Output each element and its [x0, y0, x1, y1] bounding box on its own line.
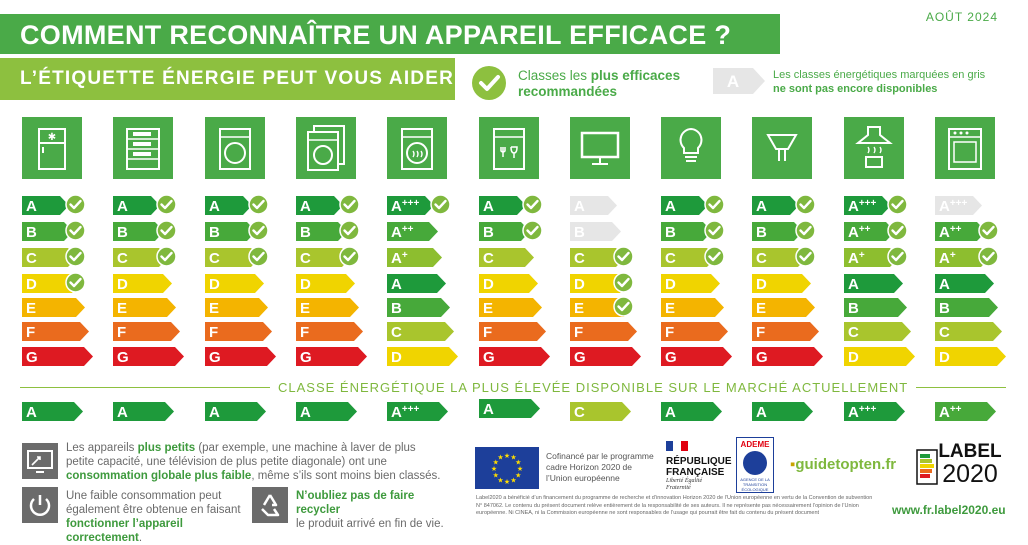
energy-class-arrow [661, 298, 724, 317]
svg-text:C: C [26, 250, 37, 267]
svg-text:D: D [209, 276, 220, 293]
market-best-arrow [661, 402, 722, 421]
svg-text:C: C [209, 250, 220, 267]
svg-text:C: C [665, 250, 676, 267]
svg-text:A+: A+ [391, 250, 408, 267]
energy-class-arrow [752, 274, 811, 293]
energy-class-arrow [479, 322, 546, 341]
svg-text:A++: A++ [848, 224, 871, 241]
wine-cabinet-icon [113, 117, 173, 179]
svg-text:B: B [117, 224, 128, 241]
svg-text:F: F [117, 324, 127, 341]
svg-text:A: A [939, 276, 950, 293]
svg-text:A: A [756, 404, 767, 421]
check-icon [156, 246, 177, 272]
energy-class-arrow [935, 322, 1002, 341]
energy-class-arrow [113, 274, 172, 293]
svg-text:A: A [117, 198, 128, 215]
page-subtitle: L’ÉTIQUETTE ÉNERGIE PEUT VOUS AIDER [20, 68, 455, 89]
energy-class-arrow [661, 274, 720, 293]
svg-text:B: B [665, 224, 676, 241]
svg-text:★: ★ [490, 466, 498, 473]
svg-text:★: ★ [492, 472, 499, 480]
energy-class-arrow [387, 248, 442, 267]
svg-text:E: E [574, 300, 585, 317]
svg-text:E: E [756, 300, 767, 317]
light-bulb-icon [661, 117, 721, 179]
power-icon [22, 487, 58, 523]
tip-recycle: N’oubliez pas de faire recycler le produit arrivé en fin de vie. [296, 490, 444, 530]
energy-class-arrow [752, 322, 819, 341]
guidetopten-logo: ▪guidetopten.fr [790, 456, 897, 473]
oven-icon [935, 117, 995, 179]
fridge-icon [22, 117, 82, 179]
market-best-arrow [479, 399, 540, 418]
check-icon [704, 220, 725, 246]
energy-class-arrow [113, 196, 160, 215]
check-icon [472, 66, 506, 100]
check-icon [65, 194, 86, 220]
svg-text:B: B [300, 224, 311, 241]
energy-class-arrow [570, 347, 641, 366]
energy-class-arrow [296, 322, 363, 341]
check-icon [613, 246, 634, 272]
check-icon [522, 194, 543, 220]
subtitle-band [0, 58, 455, 100]
svg-text:F: F [574, 324, 584, 341]
svg-text:A: A [209, 404, 220, 421]
svg-text:A+++: A+++ [848, 404, 877, 421]
svg-text:D: D [117, 276, 128, 293]
energy-class-arrow [113, 322, 180, 341]
check-icon [430, 194, 451, 220]
check-icon [156, 220, 177, 246]
svg-text:★: ★ [515, 472, 522, 480]
energy-class-arrow [661, 322, 728, 341]
check-icon [248, 220, 269, 246]
svg-text:★: ★ [510, 454, 517, 462]
dishwasher-icon [479, 117, 539, 179]
market-best-arrow [935, 402, 996, 421]
svg-text:★: ★ [503, 479, 511, 486]
energy-class-arrow [935, 196, 982, 215]
svg-text:C: C [848, 324, 859, 341]
svg-text:A: A [300, 404, 311, 421]
svg-text:F: F [665, 324, 675, 341]
energy-class-arrow [661, 347, 732, 366]
energy-class-arrow [387, 347, 458, 366]
check-icon [887, 246, 908, 272]
svg-text:E: E [26, 300, 37, 317]
check-icon [522, 220, 543, 246]
energy-class-arrow [479, 196, 526, 215]
svg-text:F: F [300, 324, 310, 341]
check-icon [65, 220, 86, 246]
svg-text:B: B [848, 300, 859, 317]
svg-text:D: D [26, 276, 37, 293]
energy-class-arrow [844, 347, 915, 366]
energy-class-arrow [479, 298, 542, 317]
energy-class-arrow [387, 196, 434, 215]
svg-text:E: E [117, 300, 128, 317]
svg-text:A: A [665, 198, 676, 215]
energy-class-arrow [570, 222, 621, 241]
check-icon [339, 220, 360, 246]
svg-text:★: ★ [515, 459, 522, 467]
svg-text:E: E [483, 300, 494, 317]
publication-date: AOÛT 2024 [925, 10, 998, 24]
svg-text:D: D [848, 349, 859, 366]
legend-efficient-text: Classes les plus efficaces recommandées [518, 68, 681, 99]
energy-class-arrow [935, 274, 994, 293]
check-icon [248, 246, 269, 272]
svg-text:A: A [209, 198, 220, 215]
svg-text:E: E [300, 300, 311, 317]
energy-class-arrow [387, 222, 438, 241]
svg-text:A++: A++ [939, 404, 962, 421]
eu-flag-icon [475, 447, 539, 489]
energy-class-arrow [205, 196, 252, 215]
tip-smaller-devices: Les appareils plus petits (par exemple, une machine à laver de plus petite capacité, une télévision de plus petite diagonale) ont une consommation globale plus faible, même s’ils sont moins bien classés. [66, 442, 441, 482]
svg-text:C: C [117, 250, 128, 267]
svg-text:D: D [483, 276, 494, 293]
energy-class-arrow [479, 248, 534, 267]
check-icon [248, 194, 269, 220]
check-icon [978, 220, 999, 246]
republique-francaise-logo: RÉPUBLIQUE FRANÇAISE Liberté Égalité Fraternité [666, 438, 728, 492]
energy-class-arrow [387, 298, 450, 317]
energy-class-arrow [22, 298, 85, 317]
svg-text:★: ★ [510, 477, 517, 485]
market-best-arrow [296, 402, 357, 421]
svg-text:LABEL: LABEL [938, 441, 1002, 462]
svg-text:A++: A++ [391, 224, 414, 241]
energy-class-arrow [752, 298, 815, 317]
energy-class-arrow [205, 347, 276, 366]
svg-text:A++: A++ [939, 224, 962, 241]
svg-text:✱: ✱ [47, 132, 57, 143]
svg-text:C: C [574, 250, 585, 267]
svg-text:A: A [574, 198, 585, 215]
svg-text:B: B [939, 300, 950, 317]
svg-text:D: D [391, 349, 402, 366]
svg-text:A: A [665, 404, 676, 421]
svg-text:G: G [483, 349, 495, 366]
page-title: COMMENT RECONNAÎTRE UN APPAREIL EFFICACE ? [20, 20, 732, 50]
market-best-arrow [387, 402, 448, 421]
check-icon [65, 246, 86, 272]
screen-size-icon [22, 443, 58, 479]
eu-funding-text: Cofinancé par le programme cadre Horizon 2020 de l’Union européenne [546, 451, 654, 483]
energy-class-arrow [113, 298, 176, 317]
energy-class-arrow [22, 347, 93, 366]
market-best-arrow [113, 402, 174, 421]
svg-text:B: B [391, 300, 402, 317]
energy-class-arrow [205, 322, 272, 341]
recycle-icon [252, 487, 288, 523]
svg-text:A: A [726, 72, 740, 91]
svg-text:G: G [756, 349, 768, 366]
svg-text:G: G [665, 349, 677, 366]
washing-machine-icon [205, 117, 265, 179]
check-icon [795, 220, 816, 246]
energy-class-arrow [205, 274, 264, 293]
check-icon [795, 194, 816, 220]
check-icon [65, 272, 86, 298]
market-best-arrow [570, 402, 631, 421]
svg-text:A+++: A+++ [391, 198, 420, 215]
energy-class-arrow [570, 196, 617, 215]
energy-class-arrow [22, 196, 69, 215]
svg-text:B: B [209, 224, 220, 241]
svg-text:A: A [26, 404, 37, 421]
svg-text:★: ★ [503, 453, 511, 460]
energy-class-arrow [296, 347, 367, 366]
svg-text:★: ★ [492, 459, 499, 467]
check-icon [339, 194, 360, 220]
energy-class-arrow [296, 196, 343, 215]
market-best-arrow [22, 402, 83, 421]
svg-text:A: A [848, 276, 859, 293]
energy-class-arrow [844, 274, 903, 293]
check-icon [795, 246, 816, 272]
energy-class-arrow [844, 322, 911, 341]
svg-text:E: E [665, 300, 676, 317]
energy-class-arrow [479, 274, 538, 293]
svg-text:F: F [756, 324, 766, 341]
check-icon [156, 194, 177, 220]
energy-class-arrow [570, 322, 637, 341]
energy-class-arrow [22, 322, 89, 341]
website-link[interactable]: www.fr.label2020.eu [892, 503, 1006, 517]
tip-correct-use: Une faible consommation peut également être obtenue en faisant fonctionner l’appareil correctement. [66, 490, 241, 544]
energy-class-arrow [205, 298, 268, 317]
market-best-arrow [752, 402, 813, 421]
svg-text:B: B [26, 224, 37, 241]
energy-class-arrow [387, 322, 454, 341]
range-hood-icon [844, 117, 904, 179]
svg-text:G: G [209, 349, 221, 366]
legend-unavailable-text: Les classes énergétiques marquées en gris ne sont pas encore disponibles [773, 69, 986, 95]
svg-text:D: D [665, 276, 676, 293]
svg-text:B: B [483, 224, 494, 241]
energy-class-arrow [387, 274, 446, 293]
svg-text:A: A [117, 404, 128, 421]
energy-class-arrow [844, 298, 907, 317]
energy-class-arrow [935, 347, 1006, 366]
svg-text:★: ★ [497, 477, 504, 485]
svg-text:G: G [574, 349, 586, 366]
check-icon [613, 272, 634, 298]
market-label: CLASSE ÉNERGÉTIQUE LA PLUS ÉLEVÉE DISPONIBLE SUR LE MARCHÉ ACTUELLEMENT [270, 380, 916, 395]
svg-text:C: C [939, 324, 950, 341]
energy-class-arrow [113, 347, 184, 366]
svg-text:A: A [391, 276, 402, 293]
svg-text:G: G [26, 349, 38, 366]
washer-dryer-icon [296, 117, 356, 179]
energy-class-arrow [296, 298, 359, 317]
svg-text:A: A [483, 401, 494, 418]
svg-text:C: C [574, 404, 585, 421]
svg-text:B: B [756, 224, 767, 241]
energy-class-arrow [479, 347, 550, 366]
energy-class-arrow [752, 196, 799, 215]
svg-text:A: A [26, 198, 37, 215]
energy-class-arrow [844, 196, 891, 215]
svg-text:E: E [209, 300, 220, 317]
energy-class-arrow [935, 298, 998, 317]
svg-text:B: B [574, 224, 585, 241]
svg-text:C: C [483, 250, 494, 267]
market-best-arrow [205, 402, 266, 421]
svg-text:A+: A+ [939, 250, 956, 267]
check-icon [978, 246, 999, 272]
ademe-logo: ADEME AGENCE DE LA TRANSITION ÉCOLOGIQUE [736, 437, 774, 493]
svg-text:F: F [209, 324, 219, 341]
svg-text:A: A [756, 198, 767, 215]
svg-text:A+++: A+++ [848, 198, 877, 215]
market-best-arrow [844, 402, 905, 421]
spotlight-bulb-icon [752, 117, 812, 179]
check-icon [704, 246, 725, 272]
television-icon [570, 117, 630, 179]
svg-text:2020: 2020 [942, 460, 998, 488]
svg-text:★: ★ [497, 454, 504, 462]
check-icon [887, 194, 908, 220]
svg-text:G: G [300, 349, 312, 366]
title-band [0, 14, 780, 54]
svg-text:D: D [300, 276, 311, 293]
svg-text:C: C [756, 250, 767, 267]
energy-class-arrow [752, 347, 823, 366]
svg-text:F: F [26, 324, 36, 341]
svg-text:A+++: A+++ [939, 198, 968, 215]
check-icon [704, 194, 725, 220]
svg-text:A+: A+ [848, 250, 865, 267]
check-icon [339, 246, 360, 272]
svg-text:G: G [117, 349, 129, 366]
funding-disclaimer: Label2020 a bénéficié d’un financement du programme de recherche et d’innovation Horizon 2020 de l’Union européenne en vertu de la Convention de subvention N° 847062. Le contenu du présent document relève entièrement de la responsabilité de ses auteurs. Il ne représente pas nécessairement l’opinion de l’Union européenne. Ni CINEA, ni la Commission européenne ne sont responsables de l’usage qui pourrait être fait du contenu du présent document [476, 495, 873, 516]
svg-text:★: ★ [516, 466, 524, 473]
svg-text:A+++: A+++ [391, 404, 420, 421]
svg-text:D: D [939, 349, 950, 366]
check-icon [613, 296, 634, 322]
svg-text:C: C [300, 250, 311, 267]
svg-text:D: D [574, 276, 585, 293]
legend-grey-arrow [713, 68, 765, 94]
svg-text:A: A [483, 198, 494, 215]
check-icon [887, 220, 908, 246]
energy-class-arrow [661, 196, 708, 215]
svg-text:A: A [300, 198, 311, 215]
svg-text:D: D [756, 276, 767, 293]
svg-text:C: C [391, 324, 402, 341]
label2020-logo [914, 438, 1006, 490]
svg-text:F: F [483, 324, 493, 341]
tumble-dryer-icon [387, 117, 447, 179]
energy-class-arrow [296, 274, 355, 293]
